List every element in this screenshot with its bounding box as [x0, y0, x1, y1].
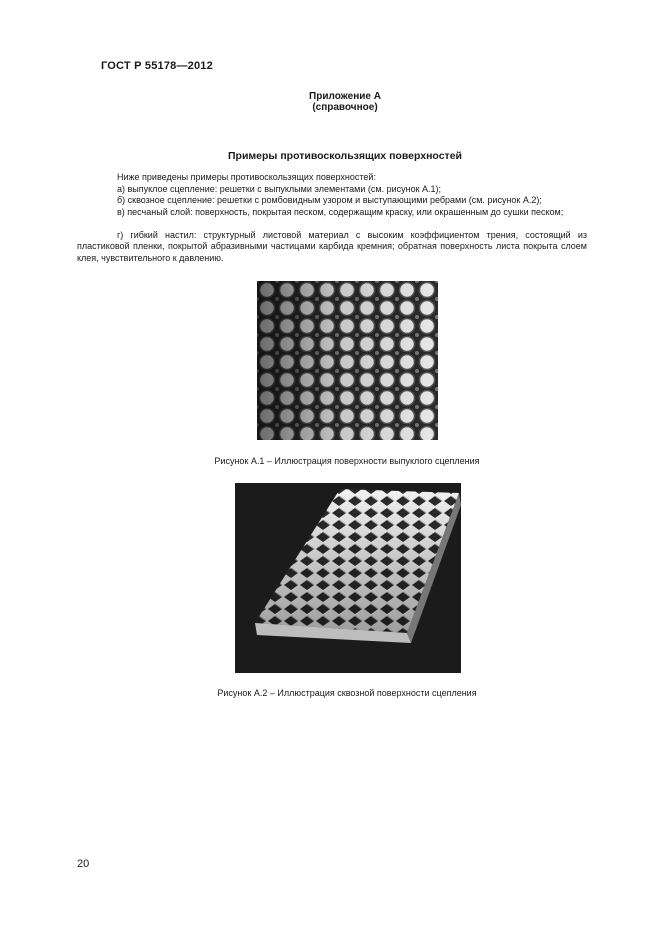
figure-a1-caption: Рисунок А.1 – Иллюстрация поверхности выпуклого сцепления [214, 456, 480, 466]
figure-a2-photo [235, 483, 461, 673]
figure-a1-photo [257, 281, 438, 440]
list-item-b: б) сквозное сцепление: решетки с ромбовидным узором и выступающими ребрами (см. рисунок А.2); [117, 195, 542, 205]
raised-grip-illustration [257, 281, 438, 440]
list-item-a: а) выпуклое сцепление: решетки с выпуклыми элементами (см. рисунок А.1); [117, 183, 442, 194]
intro-paragraph: Ниже приведены примеры противоскользящих поверхностей: [117, 172, 376, 182]
list-item-d: г) гибкий настил: структурный листовой материал с высоким коэффициентом трения, состоящий из пластиковой пленки, покрытой абразивными частицами карбида кремния; обратная поверхность листа покрыта слоем клея, чувствительного к давлению. [77, 229, 587, 263]
appendix-title: Приложение А [309, 91, 381, 102]
appendix-heading [0, 91, 661, 113]
page-number: 20 [77, 858, 90, 870]
figure-a2-caption: Рисунок А.2 – Иллюстрация сквозной поверхности сцепления [217, 688, 477, 698]
standard-code: ГОСТ Р 55178—2012 [101, 60, 213, 72]
list-item-c: в) песчаный слой: поверхность, покрытая песком, содержащим краску, или окрашенным до сушки песком; [117, 206, 564, 217]
appendix-subtitle: (справочное) [312, 102, 378, 113]
section-title: Примеры противоскользящих поверхностей [228, 150, 462, 162]
perforated-grating-illustration [235, 483, 461, 673]
